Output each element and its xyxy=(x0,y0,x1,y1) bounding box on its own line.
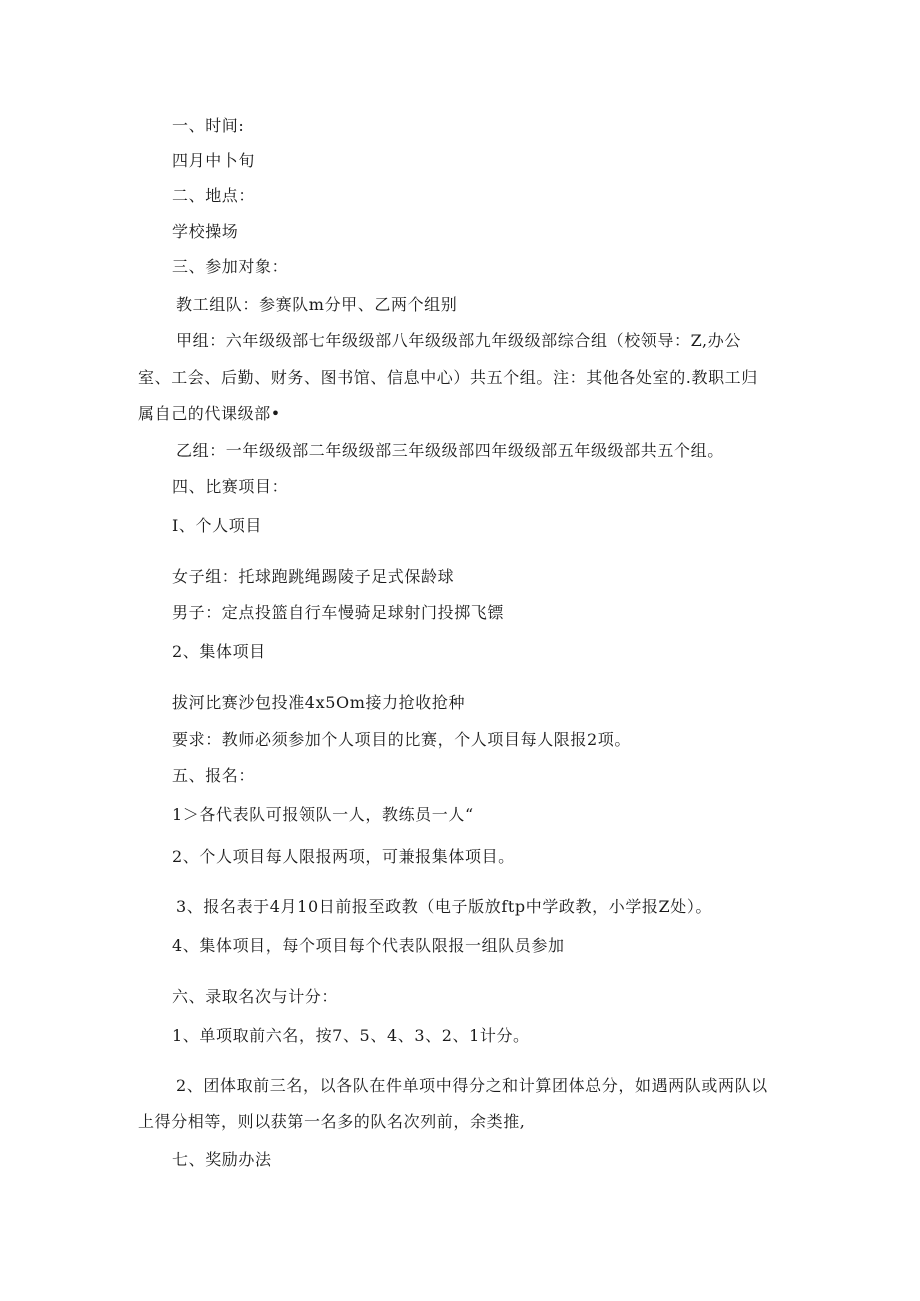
time-text: 四月中卜旬 xyxy=(172,151,256,170)
group-events-text: 拔河比赛沙包投准4x5Om接力抢收抢种 xyxy=(172,693,466,712)
women-events-text: 女子组：托球跑跳绳踢陵子足式保龄球 xyxy=(172,567,455,586)
scoring-item-1: 1、单项取前六名，按7、5、4、3、2、1计分。 xyxy=(172,1026,530,1045)
individual-events-heading: I、个人项目 xyxy=(172,516,262,535)
section-location-heading: 二、地点： xyxy=(172,186,256,205)
team-groups-text: 教工组队：参赛队m分甲、乙两个组别 xyxy=(176,295,458,314)
group-a-line-2: 室、工会、后勤、财务、图书馆、信息中心）共五个组。注：其他各处室的.教职工归 xyxy=(138,368,758,387)
section-time-heading: 一、时间: xyxy=(172,116,245,135)
registration-item-4: 4、集体项目，每个项目每个代表队限报一组队员参加 xyxy=(172,936,565,955)
group-b-text: 乙组：一年级级部二年级级部三年级级部四年级级部五年级级部共五个组。 xyxy=(176,441,724,460)
scoring-item-2-line-1: 2、团体取前三名，以各队在件单项中得分之和计算团体总分，如遇两队或两队以 xyxy=(176,1076,768,1095)
registration-item-3: 3、报名表于4月10日前报至政教（电子版放ftp中学政教，小学报Z处）。 xyxy=(176,897,713,916)
section-registration-heading: 五、报名： xyxy=(172,766,256,785)
men-events-text: 男子：定点投篮自行车慢骑足球射门投掷飞镖 xyxy=(172,603,505,622)
registration-item-1: 1＞各代表队可报领队一人，教练员一人“ xyxy=(172,805,474,824)
group-a-line-1: 甲组：六年级级部七年级级部八年级级部九年级级部综合组（校领导：Z,办公 xyxy=(176,331,741,350)
section-events-heading: 四、比赛项目： xyxy=(172,477,289,496)
group-events-heading: 2、集体项目 xyxy=(172,642,266,661)
scoring-item-2-line-2: 上得分相等，则以获第一名多的队名次列前，余类推, xyxy=(138,1112,526,1131)
section-participants-heading: 三、参加对象： xyxy=(172,257,289,276)
group-a-line-3: 属自己的代课级部• xyxy=(138,404,281,423)
section-awards-heading: 七、奖励办法 xyxy=(172,1150,272,1169)
requirement-text: 要求：教师必须参加个人项目的比赛，个人项目每人限报2项。 xyxy=(172,730,631,749)
registration-item-2: 2、个人项目每人限报两项，可兼报集体项目。 xyxy=(172,847,515,866)
section-scoring-heading: 六、录取名次与计分： xyxy=(172,987,339,1006)
location-text: 学校操场 xyxy=(172,222,239,241)
